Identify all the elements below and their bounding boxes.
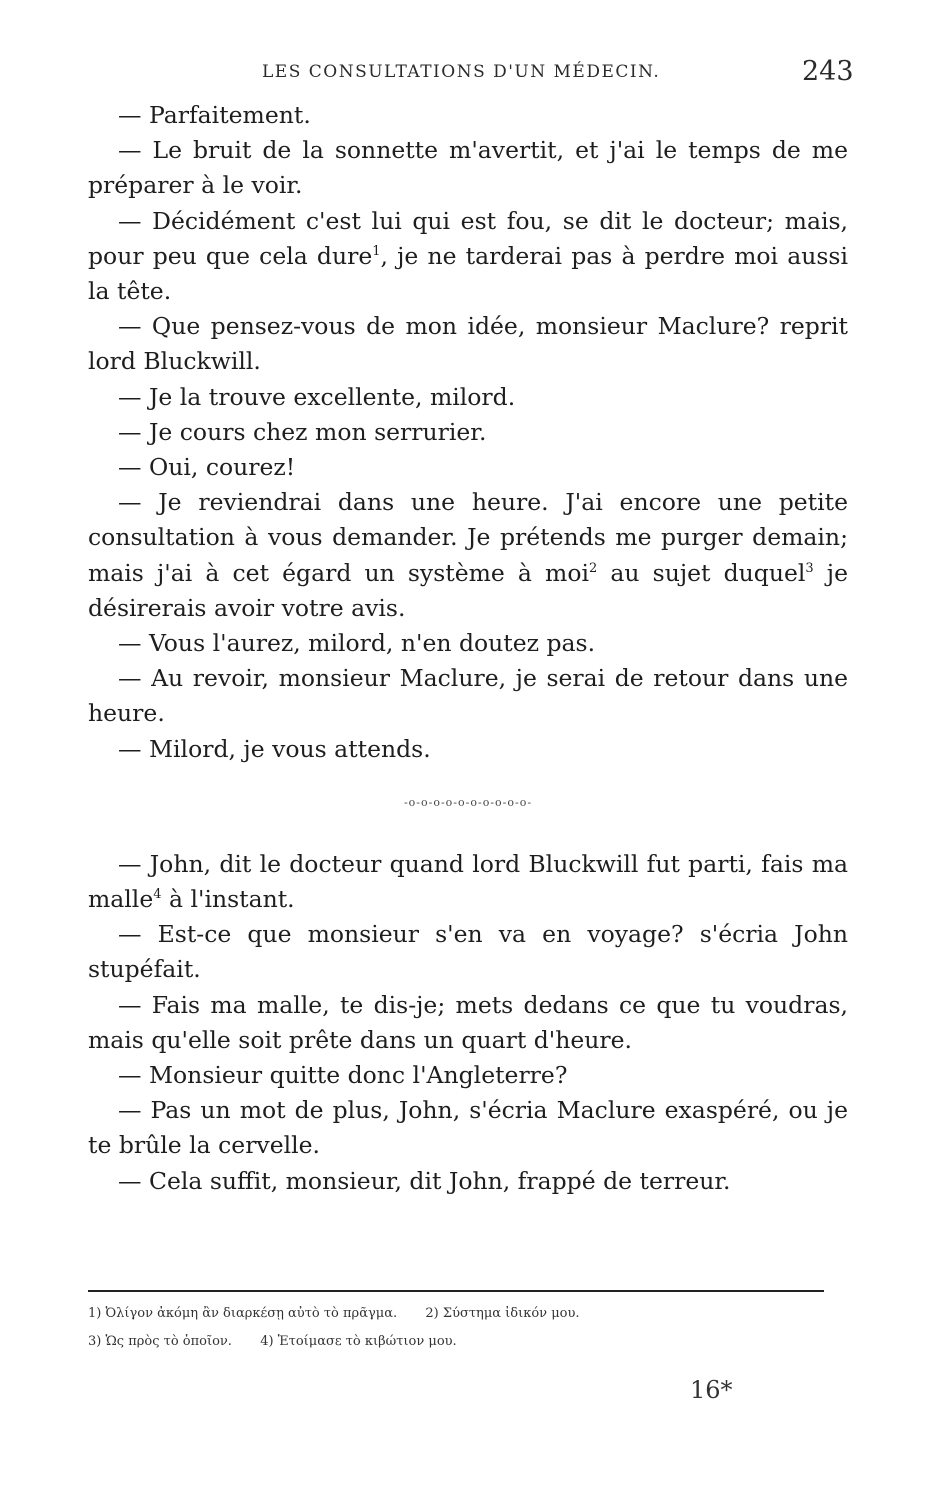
footnote-ref: 3 (805, 560, 814, 576)
signature-mark: 16* (690, 1376, 733, 1404)
paragraph: — Oui, courez! (118, 453, 296, 482)
footnote-ref: 4 (153, 887, 162, 903)
footnote-text: Ἑτοίμασε τὸ κιβώτιον μου. (277, 1334, 457, 1349)
paragraph: — Fais ma malle, te dis-je; mets dedans ce que tu voudras, mais qu'elle soit prête dans un quart d'heure. (88, 990, 848, 1054)
running-head: LES CONSULTATIONS D'UN MÉDECIN. (262, 62, 661, 82)
paragraph: — Vous l'aurez, milord, n'en doutez pas. (118, 629, 596, 658)
paragraph: — Parfaitement. (118, 101, 311, 129)
paragraph: — Le bruit de la sonnette m'avertit, et j'ai le temps de me préparer à le voir. (88, 136, 848, 200)
paragraph: — Milord, je vous attends. (118, 734, 431, 763)
footnote-mark: 2) (425, 1306, 439, 1321)
footnote-mark: 3) (88, 1334, 102, 1349)
footnote-rule (88, 1290, 824, 1292)
footnote-ref: 1 (372, 243, 381, 259)
paragraph: — Décidément c'est lui qui est fou, se dit le docteur; mais, pour peu que cela dure$^1$, je ne tarderai pas à perdre moi aussi la tête. (88, 206, 848, 306)
paragraph: — Je cours chez mon serrurier. (118, 417, 487, 446)
page-header (0, 56, 933, 92)
paragraph: — Je la trouve excellente, milord. (118, 382, 516, 411)
footnotes (88, 1300, 788, 1356)
footnote-line (88, 1300, 788, 1328)
paragraph: — Je reviendrai dans une heure. J'ai encore une petite consultation à vous demander. Je prétends me purger demain; mais j'ai à cet égard un système à moi$^2$ au sujet duquel$^3$ je désirerais avoir votre avis. (88, 488, 848, 622)
footnote-text: Σύστημα ἰδικόν μου. (442, 1306, 580, 1321)
body-text (88, 98, 848, 1199)
footnote-mark: 1) (88, 1306, 102, 1321)
footnote-text: Ὀλίγον ἀκόμη ἂν διαρκέσῃ αὐτὸ τὸ πρᾶγμα. (105, 1306, 398, 1321)
page-number: 243 (802, 56, 854, 87)
paragraph: — Cela suffit, monsieur, dit John, frappé de terreur. (118, 1166, 731, 1195)
paragraph: — Est-ce que monsieur s'en va en voyage? s'écria John stupéfait. (88, 920, 848, 984)
footnote-line (88, 1328, 788, 1356)
footnote-text: Ὡς πρὸς τὸ ὁποῖον. (105, 1334, 232, 1349)
paragraph: — Que pensez-vous de mon idée, monsieur Maclure? reprit lord Bluckwill. (88, 312, 848, 376)
paragraph: — John, dit le docteur quand lord Bluckwill fut parti, fais ma malle$^4$ à l'instant. (88, 849, 848, 914)
section-separator: -o-o-o-o-o-o-o-o-o-o- (403, 795, 533, 809)
footnote-mark: 4) (260, 1334, 274, 1349)
paragraph: — Pas un mot de plus, John, s'écria Maclure exaspéré, ou je te brûle la cervelle. (88, 1096, 848, 1160)
paragraph: — Au revoir, monsieur Maclure, je serai de retour dans une heure. (88, 664, 848, 728)
paragraph: — Monsieur quitte donc l'Angleterre? (118, 1061, 568, 1090)
footnote-ref: 2 (589, 560, 598, 576)
